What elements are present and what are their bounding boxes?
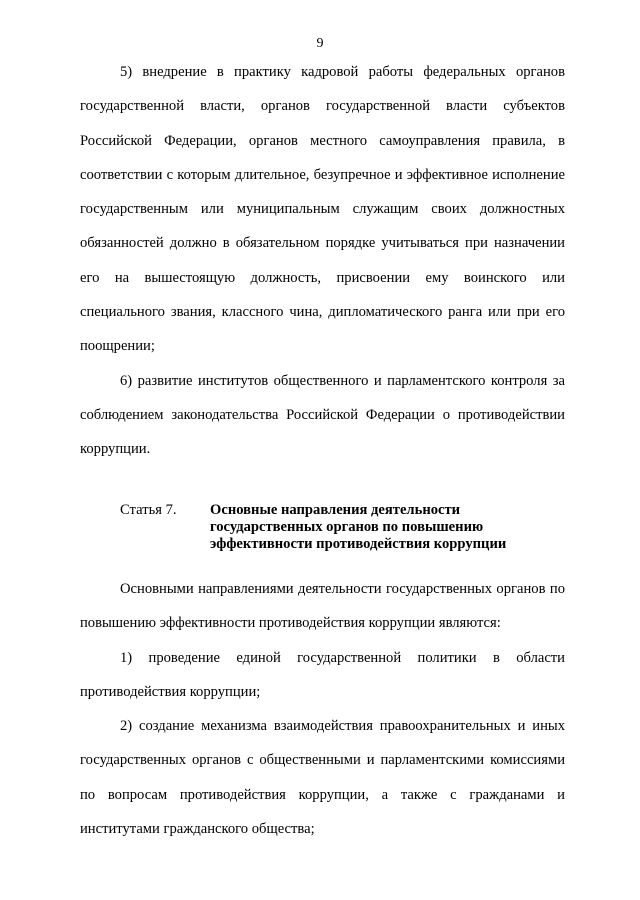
article-title-line: эффективности противодействия коррупции: [210, 536, 507, 552]
paragraph-item-5: 5) внедрение в практику кадровой работы федеральных органов государственной власти, органов государственной власти субъектов Российской Федерации, органов местного самоуправления правила, в соответствии с которым длительное, безупречное и эффективное исполнение государственным или муниципальным служащим своих должностных обязанностей должно в обязательном порядке учитываться при назначении его на вышестоящую должность, присвоении ему воинского или специального звания, классного чина, дипломатического ранга или при его поощрении;: [80, 64, 565, 355]
article-title-line: государственных органов по повышению: [210, 519, 484, 535]
article-title-line: Основные направления деятельности: [210, 502, 461, 518]
paragraph-item-6: 6) развитие институтов общественного и парламентского контроля за соблюдением законодательства Российской Федерации о противодействии коррупции.: [80, 372, 565, 458]
article-7-body: [80, 572, 565, 846]
paragraph-item-2: 2) создание механизма взаимодействия правоохранительных и иных государственных органов с общественными и парламентскими комиссиями по вопросам противодействия коррупции, а также с гражданами и институтами гражданского общества;: [80, 718, 565, 838]
article-label: Статья 7.: [120, 502, 177, 518]
article-title: [210, 502, 550, 553]
article-6-continuation: [80, 55, 565, 467]
paragraph-item-1: 1) проведение единой государственной политики в области противодействия коррупции;: [80, 649, 565, 700]
paragraph-intro: Основными направлениями деятельности государственных органов по повышению эффективности противодействия коррупции являются:: [80, 581, 565, 632]
page-number: 9: [316, 36, 324, 51]
